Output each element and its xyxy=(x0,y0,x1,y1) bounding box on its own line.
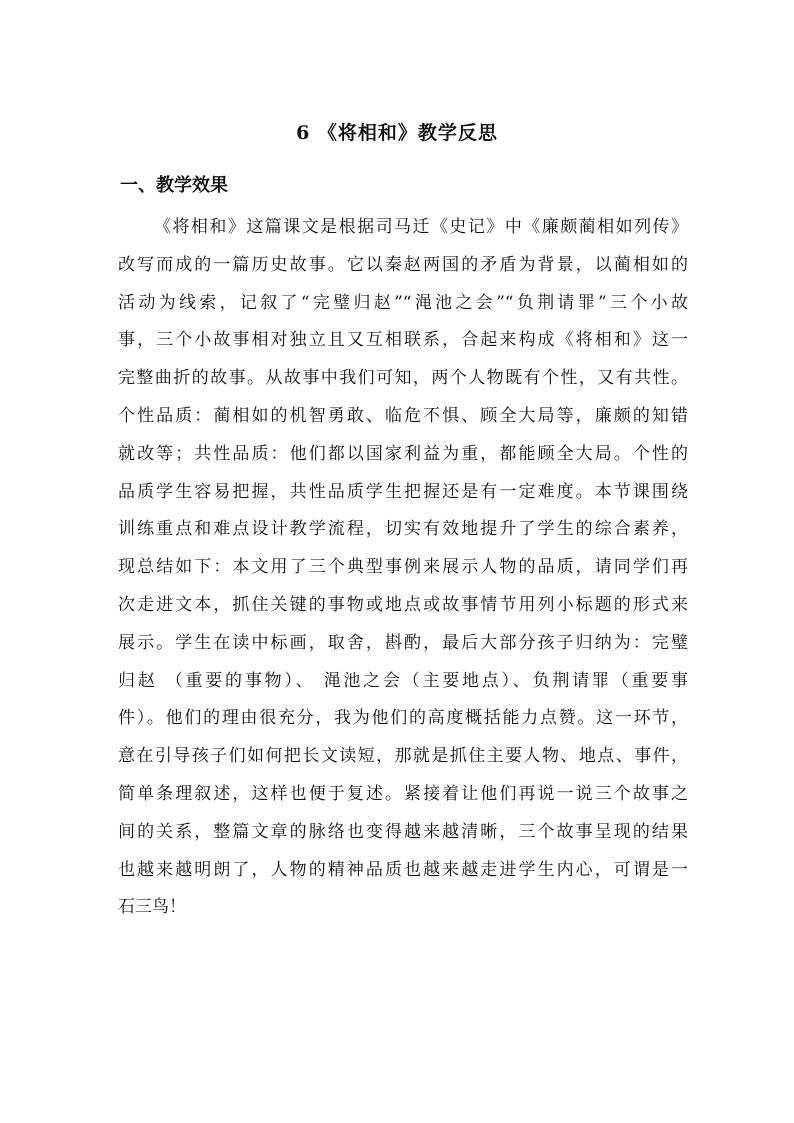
paragraph-line: 个性品质：蔺相如的机智勇敢、临危不惧、顾全大局等，廉颇的知错 xyxy=(118,405,688,426)
paragraph-line: 意在引导孩子们如何把长文读短，那就是抓住主要人物、地点、事件， xyxy=(118,746,688,767)
paragraph-line: 简单条理叙述，这样也便于复述。紧接着让他们再说一说三个故事之 xyxy=(118,783,688,804)
paragraph-line: 现总结如下：本文用了三个典型事例来展示人物的品质，请同学们再 xyxy=(118,557,688,578)
paragraph-line: 也越来越明朗了，人物的精神品质也越来越走进学生内心，可谓是一 xyxy=(118,859,688,880)
paragraph-line: 间的关系，整篇文章的脉络也变得越来越清晰，三个故事呈现的结果 xyxy=(118,821,688,842)
paragraph-line: 归赵 （重要的事物）、 渑池之会（主要地点）、负荆请罪（重要事 xyxy=(118,670,688,691)
paragraph-line: 训练重点和难点设计教学流程，切实有效地提升了学生的综合素养， xyxy=(118,519,688,540)
paragraph-line: 改写而成的一篇历史故事。它以秦赵两国的矛盾为背景，以蔺相如的 xyxy=(118,254,688,275)
paragraph-line: 《将相和》这篇课文是根据司马迁《史记》中《廉颇蔺相如列传》 xyxy=(154,217,688,237)
paragraph-line: 展示。学生在读中标画，取舍，斟酌，最后大部分孩子归纳为：完璧 xyxy=(118,632,688,653)
paragraph-line: 次走进文本，抓住关键的事物或地点或故事情节用列小标题的形式来 xyxy=(118,594,688,615)
paragraph-line: 事，三个小故事相对独立且又互相联系，合起来构成《将相和》这一 xyxy=(118,330,688,351)
paragraph-line: 品质学生容易把握，共性品质学生把握还是有一定难度。本节课围绕 xyxy=(118,481,688,502)
body-paragraph xyxy=(118,209,688,927)
section-heading: 一、教学效果 xyxy=(120,175,228,196)
paragraph-line: 活动为线索，记叙了“完璧归赵”“渑池之会”“负荆请罪”三个小故 xyxy=(118,292,688,313)
page-title: 6 《将相和》教学反思 xyxy=(296,122,498,144)
paragraph-line: 就改等；共性品质：他们都以国家利益为重，都能顾全大局。个性的 xyxy=(118,443,688,464)
paragraph-line: 件）。他们的理由很充分，我为他们的高度概括能力点赞。这一环节， xyxy=(118,708,688,729)
paragraph-line: 完整曲折的故事。从故事中我们可知，两个人物既有个性，又有共性。 xyxy=(118,368,688,389)
paragraph-line: 石三鸟！ xyxy=(118,897,186,918)
